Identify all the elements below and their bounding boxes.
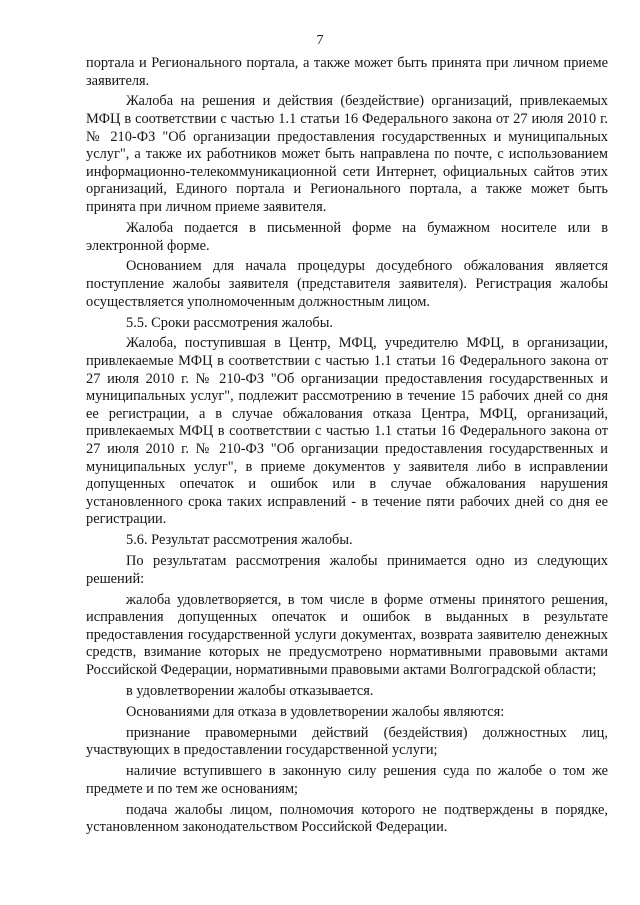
paragraph-ground-unauthorized: подача жалобы лицом, полномочия которого не подтверждены в порядке, установленном законодательством Российской Федерации. — [86, 801, 608, 836]
paragraph-review-terms: Жалоба, поступившая в Центр, МФЦ, учредителю МФЦ, в организации, привлекаемые МФЦ в соответствии с частью 1.1 статьи 16 Федерального закона от 27 июля 2010 г. № 210-ФЗ "Об организации предоставления государственных и муниципальных услуг", подлежит рассмотрению в течение 15 рабочих дней со дня ее регистрации, а в случае обжалования отказа Центра, МФЦ, организаций, привлекаемых МФЦ в соответствии с частью 1.1 статьи 16 Федерального закона от 27 июля 2010 г. № 210-ФЗ "Об организации предоставления государственных и муниципальных услуг", в приеме документов у заявителя либо в исправлении допущенных опечаток и ошибок или в случае обжалования нарушения установленного срока таких исправлений - в течение пяти рабочих дней со дня ее регистрации. — [86, 335, 608, 528]
paragraph-decision-refused: в удовлетворении жалобы отказывается. — [126, 682, 374, 699]
paragraph-ground-lawful-actions: признание правомерными действий (бездействия) должностных лиц, участвующих в предоставлении государственной услуги; — [86, 724, 608, 759]
paragraph-portal-continuation: портала и Регионального портала, а также может быть принята при личном приеме заявителя. — [86, 55, 608, 89]
paragraph-refusal-grounds: Основаниями для отказа в удовлетворении жалобы являются: — [126, 703, 505, 720]
paragraph-decision-satisfied: жалоба удовлетворяется, в том числе в форме отмены принятого решения, исправления допущенных опечаток и ошибок в выданных в результате предоставления государственной услуги документах, возврата заявителю денежных средств, взимание которых не предусмотрено нормативными правовыми актами Российской Федерации, нормативными правовыми актами Волгоградской области; — [86, 591, 608, 678]
paragraph-complaint-form: Жалоба подается в письменной форме на бумажном носителе или в электронной форме. — [86, 219, 608, 254]
section-heading-5-5: 5.5. Сроки рассмотрения жалобы. — [126, 314, 334, 331]
page-number: 7 — [316, 33, 324, 48]
document-body — [86, 55, 608, 840]
paragraph-decisions-intro: По результатам рассмотрения жалобы принимается одно из следующих решений: — [86, 553, 608, 587]
paragraph-complaint-organizations: Жалоба на решения и действия (бездействие) организаций, привлекаемых МФЦ в соответствии с частью 1.1 статьи 16 Федерального закона от 27 июля 2010 г. № 210-ФЗ "Об организации предоставления государственных и муниципальных услуг", а также их работников может быть направлена по почте, с использованием информационно-телекоммуникационной сети Интернет, официальных сайтов этих организаций, Единого портала и Регионального портала, а также может быть принята при личном приеме заявителя. — [86, 93, 608, 216]
paragraph-ground-court-decision: наличие вступившего в законную силу решения суда по жалобе о том же предмете и по тем же основаниям; — [86, 763, 608, 797]
section-heading-5-6: 5.6. Результат рассмотрения жалобы. — [126, 532, 353, 549]
paragraph-appeal-grounds: Основанием для начала процедуры досудебного обжалования является поступление жалобы заявителя (представителя заявителя). Регистрация жалобы осуществляется уполномоченным должностным лицом. — [86, 258, 608, 310]
